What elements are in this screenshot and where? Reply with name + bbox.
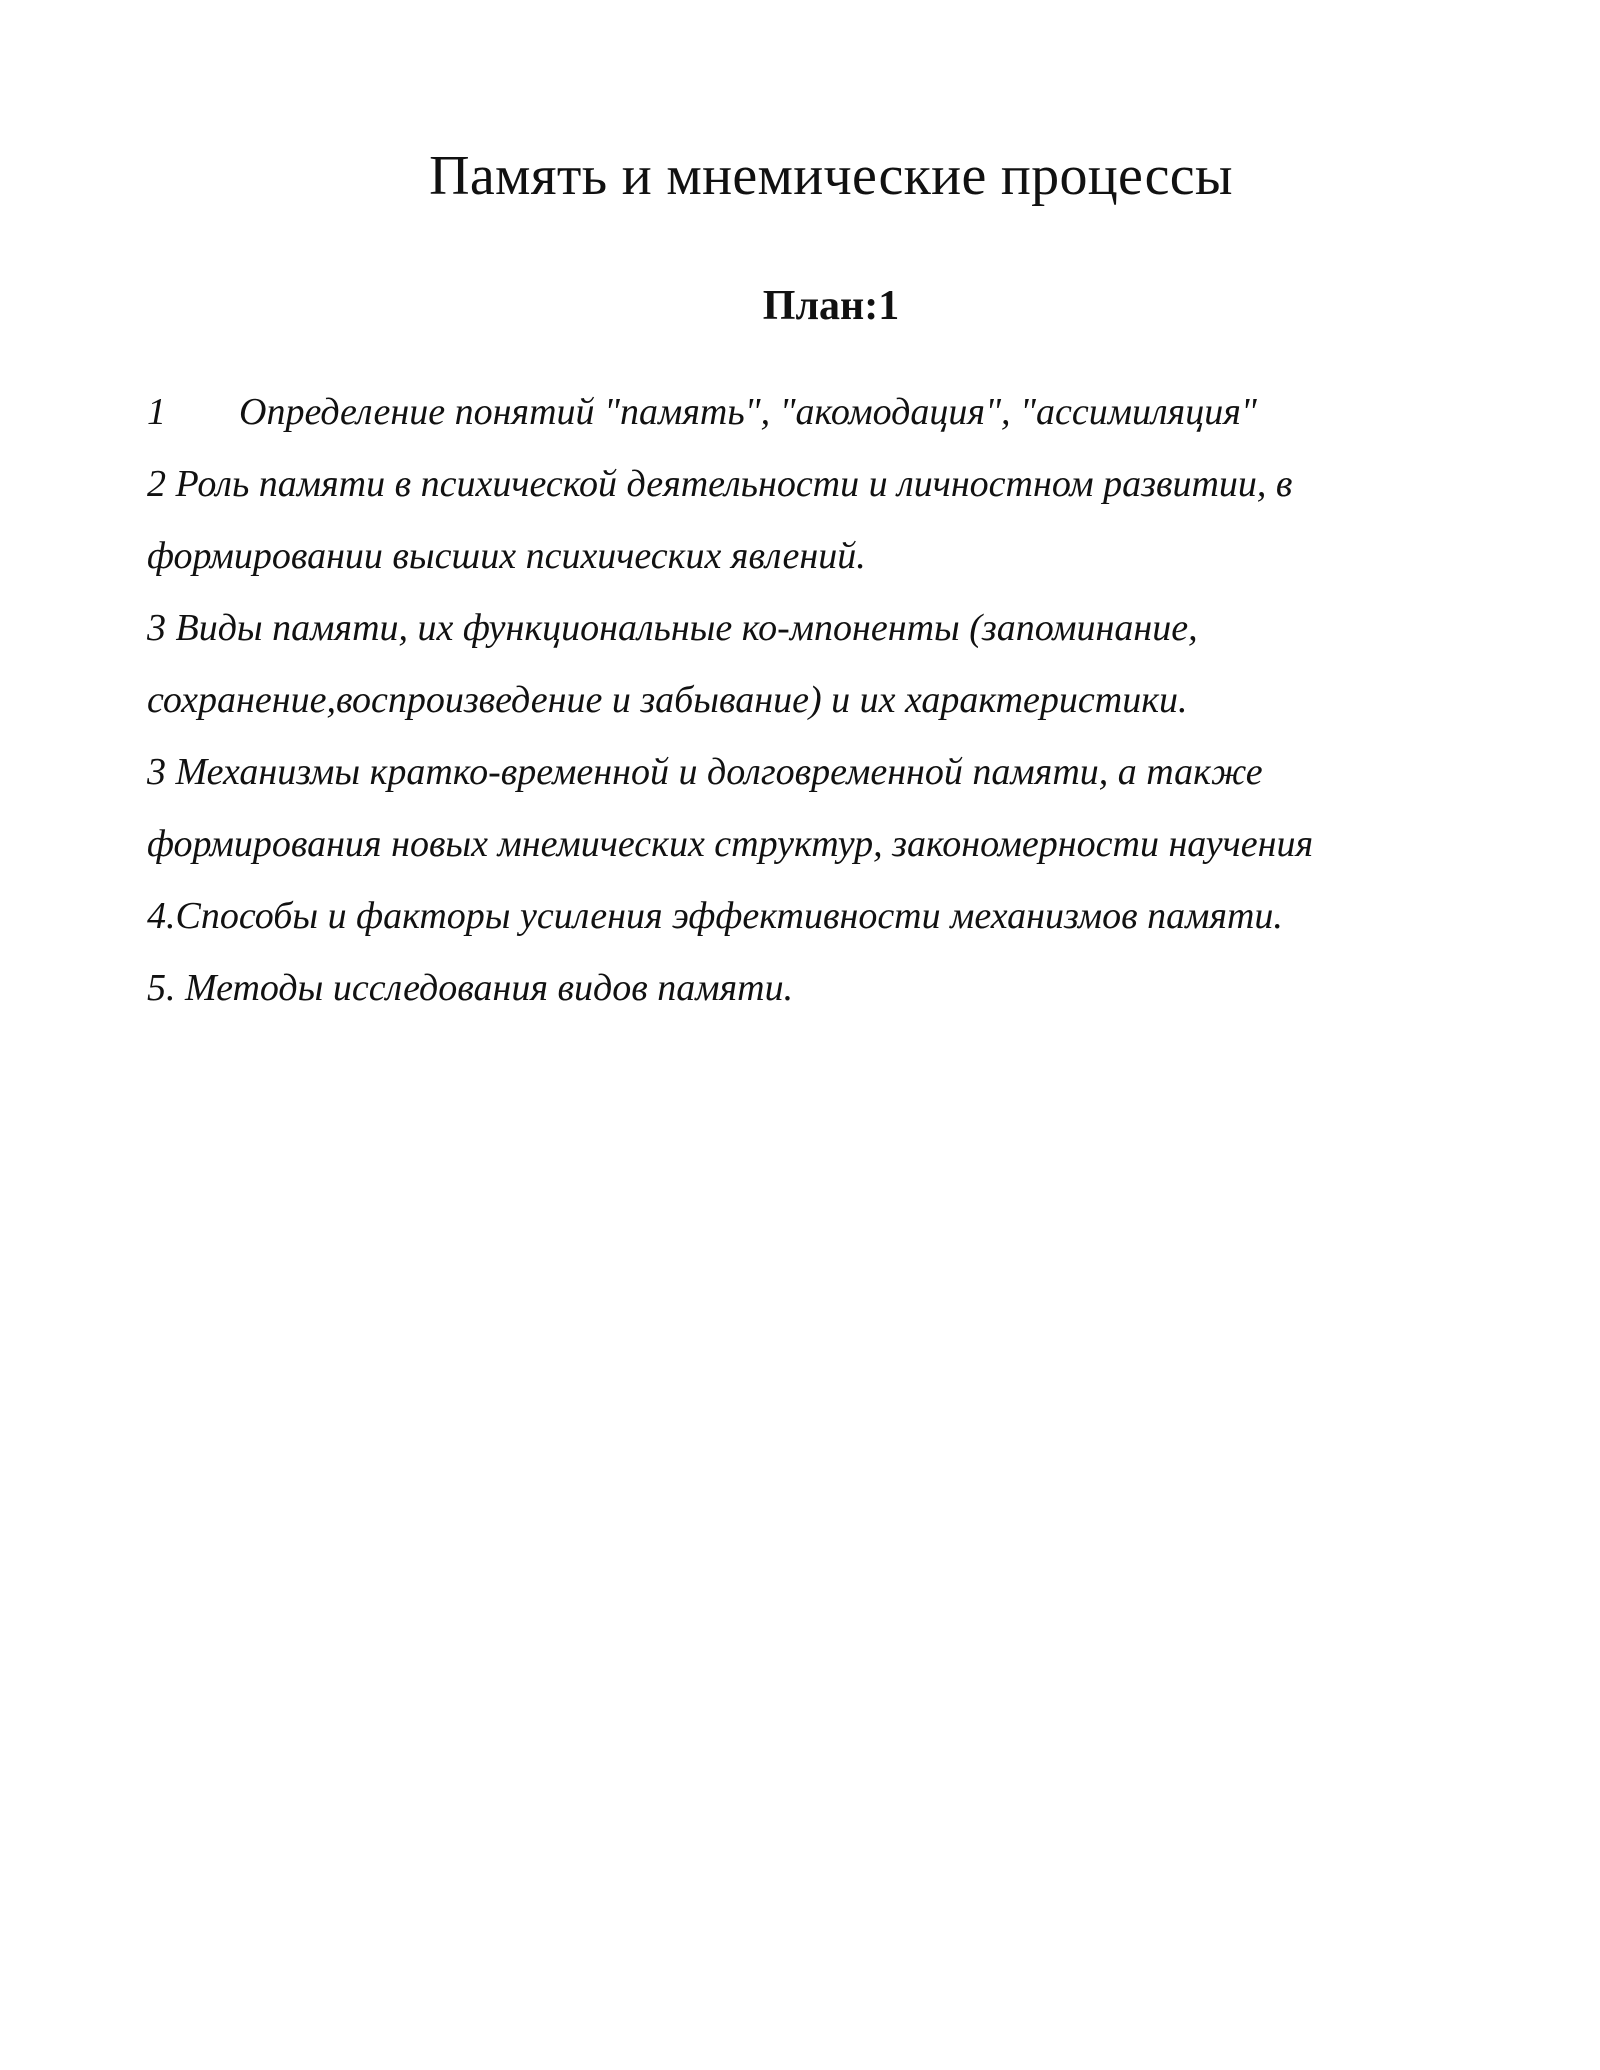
plan-heading: План:1: [762, 283, 900, 329]
plan-item-number: 1: [147, 391, 166, 433]
plan-item-3-line-2: сохранение,воспроизведение и забывание) и их характеристики.: [147, 679, 1188, 721]
plan-item-4-line-2: формирования новых мнемических структур, закономерности научения: [147, 823, 1314, 865]
plan-item-2-line-2: формировании высших психических явлений.: [147, 535, 866, 577]
plan-list: [147, 376, 1467, 1024]
plan-item-2-line-1: 2 Роль памяти в психической деятельности и личностном развитии, в: [147, 463, 1293, 505]
plan-item-1: [147, 376, 1467, 448]
plan-item-4-line-1: 3 Механизмы кратко-временной и долговременной памяти, а также: [147, 751, 1263, 793]
plan-item-6: 5. Методы исследования видов памяти.: [147, 967, 794, 1009]
document-title: Память и мнемические процессы: [429, 145, 1233, 207]
plan-item-text: Определение понятий "память", "акомодация", "ассимиляция": [239, 391, 1257, 433]
plan-item-3-line-1: 3 Виды памяти, их функциональные ко-мпоненты (запоминание,: [147, 607, 1198, 649]
plan-item-5: 4.Способы и факторы усиления эффективности механизмов памяти.: [147, 895, 1283, 937]
